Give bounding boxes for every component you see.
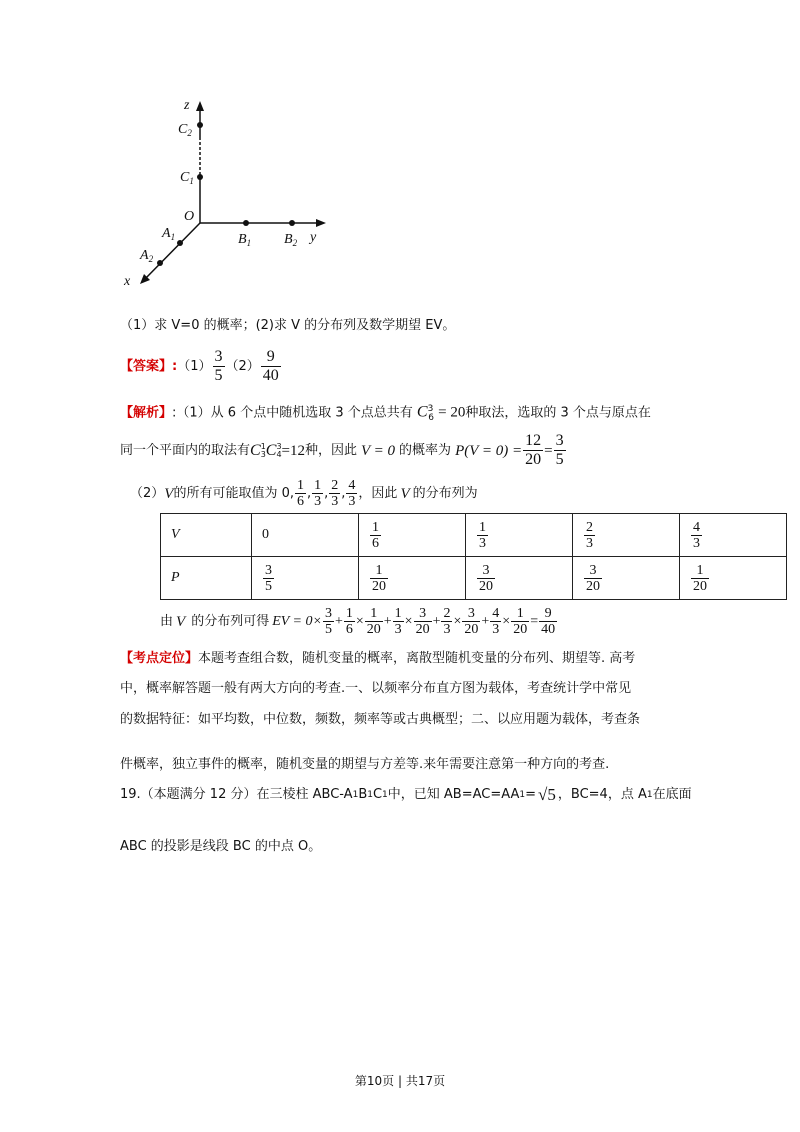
c1-label: $C_1$ [180,170,194,186]
table-cell: $\frac{1}{6}$ [359,514,466,557]
b1-label: $B_1$ [238,232,252,248]
expectation-fraction: $\frac{1}{20}$ [513,606,528,637]
expectation-fraction: $\frac{1}{3}$ [394,606,402,637]
expectation-terms [322,606,538,637]
answer-fraction-1: $\frac{3}{5}$ [214,348,223,384]
question-text: （1）求 V=0 的概率；(2)求 V 的分布列及数学期望 EV。 [120,318,456,333]
kaodian-tag: 【考点定位】 [120,651,199,666]
expectation-fraction: $\frac{3}{20}$ [415,606,430,637]
expectation-operator: + [383,613,392,629]
table-row [161,557,787,600]
expectation-fraction: $\frac{4}{3}$ [492,606,500,637]
table-cell: $\frac{3}{20}$ [573,557,680,600]
expectation-operator: + [432,613,441,629]
analysis-line-3: （2） V 的所有可能取值为 0, $\frac{1}{6}$ , $\frac{1}{3}$ , $\frac{2}{3}$ , $\frac{4}{3}$ ，因此 V 的分布列为 [130,478,478,509]
x-label: x [124,274,131,289]
table-row [161,514,787,557]
kaodian-line-1: 【考点定位】本题考查组合数，随机变量的概率，离散型随机变量的分布列、期望等. 高考 [120,651,636,666]
c2-label: $C_2$ [178,122,192,138]
a2-label: $A_2$ [140,248,154,264]
analysis-line-2: 同一个平面内的取法有 C 1 3 C 3 4 =12 种，因此 V = 0 的概率为 P(V = 0) = $\frac{12}{20}$ = $\frac{3}{5}$ [120,432,564,468]
expectation-operator: = [530,613,539,629]
question-19-line-2: ABC 的投影是线段 BC 的中点 O。 [120,839,322,854]
expectation-fraction: $\frac{3}{20}$ [464,606,479,637]
analysis-tag: 【解析】 [120,405,173,421]
table-cell: V [161,514,252,557]
expectation-fraction: $\frac{1}{6}$ [345,606,353,637]
table-cell: P [161,557,252,600]
table-cell: $\frac{4}{3}$ [680,514,787,557]
table-cell: 0 [252,514,359,557]
table-cell: $\frac{2}{3}$ [573,514,680,557]
question-19-line-1: 19.（本题满分 12 分）在三棱柱 ABC-A 1 B 1 C 1 中，已知 AB=AC=AA 1 = √5 ，BC=4，点 A 1 在底面 [120,785,692,804]
expectation-operator: + [481,613,490,629]
table-cell: $\frac{1}{20}$ [359,557,466,600]
answer-fraction-2: $\frac{9}{40}$ [262,348,279,384]
kaodian-line-3: 的数据特征：如平均数，中位数，频数，频率等或古典概型；二、以应用题为载体，考查条 [120,712,641,727]
y-label: y [310,230,317,245]
table-cell: $\frac{1}{3}$ [466,514,573,557]
expectation-operator: × [355,613,364,629]
analysis-line-1: 【解析】:（1）从 6 个点中随机选取 3 个点总共有 $C^3_6 = 20$种取法，选取的 3 个点与原点在 [120,403,651,423]
expectation-fraction: $\frac{3}{5}$ [324,606,332,637]
o-label: O [184,209,195,224]
z-label: z [184,98,190,113]
distribution-table [160,513,787,600]
kaodian-line-4: 件概率，独立事件的概率，随机变量的期望与方差等.来年需要注意第一种方向的考查. [120,757,610,772]
axes-figure [110,95,340,295]
kaodian-line-2: 中，概率解答题一般有两大方向的考查.一、以频率分布直方图为载体，考查统计学中常见 [120,681,632,696]
page-footer: 第10页 | 共17页 [354,1074,446,1088]
expectation-operator: × [502,613,511,629]
table-cell: $\frac{1}{20}$ [680,557,787,600]
expectation-line: 由 V 的分布列可得 EV = 0× $\frac{3}{5}$ + $\frac{1}{6}$ × $\frac{1}{20}$ + $\frac{1}{3}$ × $\frac{3}{20}$ + $\frac{2}{3}$ × $\frac{3}{20}$ + $\frac{4}{3}$ × $\frac{1}{20}$ = $\frac{9}{40}$ [160,606,556,637]
table-cell: $\frac{3}{20}$ [466,557,573,600]
expectation-operator: × [404,613,413,629]
expectation-operator: + [334,613,343,629]
answer-tag: 【答案】 [120,358,173,374]
expectation-fraction: $\frac{1}{20}$ [366,606,381,637]
answer-line: 【答案】 : （1） $\frac{3}{5}$ （2） $\frac{9}{40}$ [120,348,279,384]
a1-label: $A_1$ [162,226,176,242]
table-cell: $\frac{3}{5}$ [252,557,359,600]
expectation-operator: × [453,613,462,629]
b2-label: $B_2$ [284,232,298,248]
expectation-fraction: $\frac{2}{3}$ [443,606,451,637]
